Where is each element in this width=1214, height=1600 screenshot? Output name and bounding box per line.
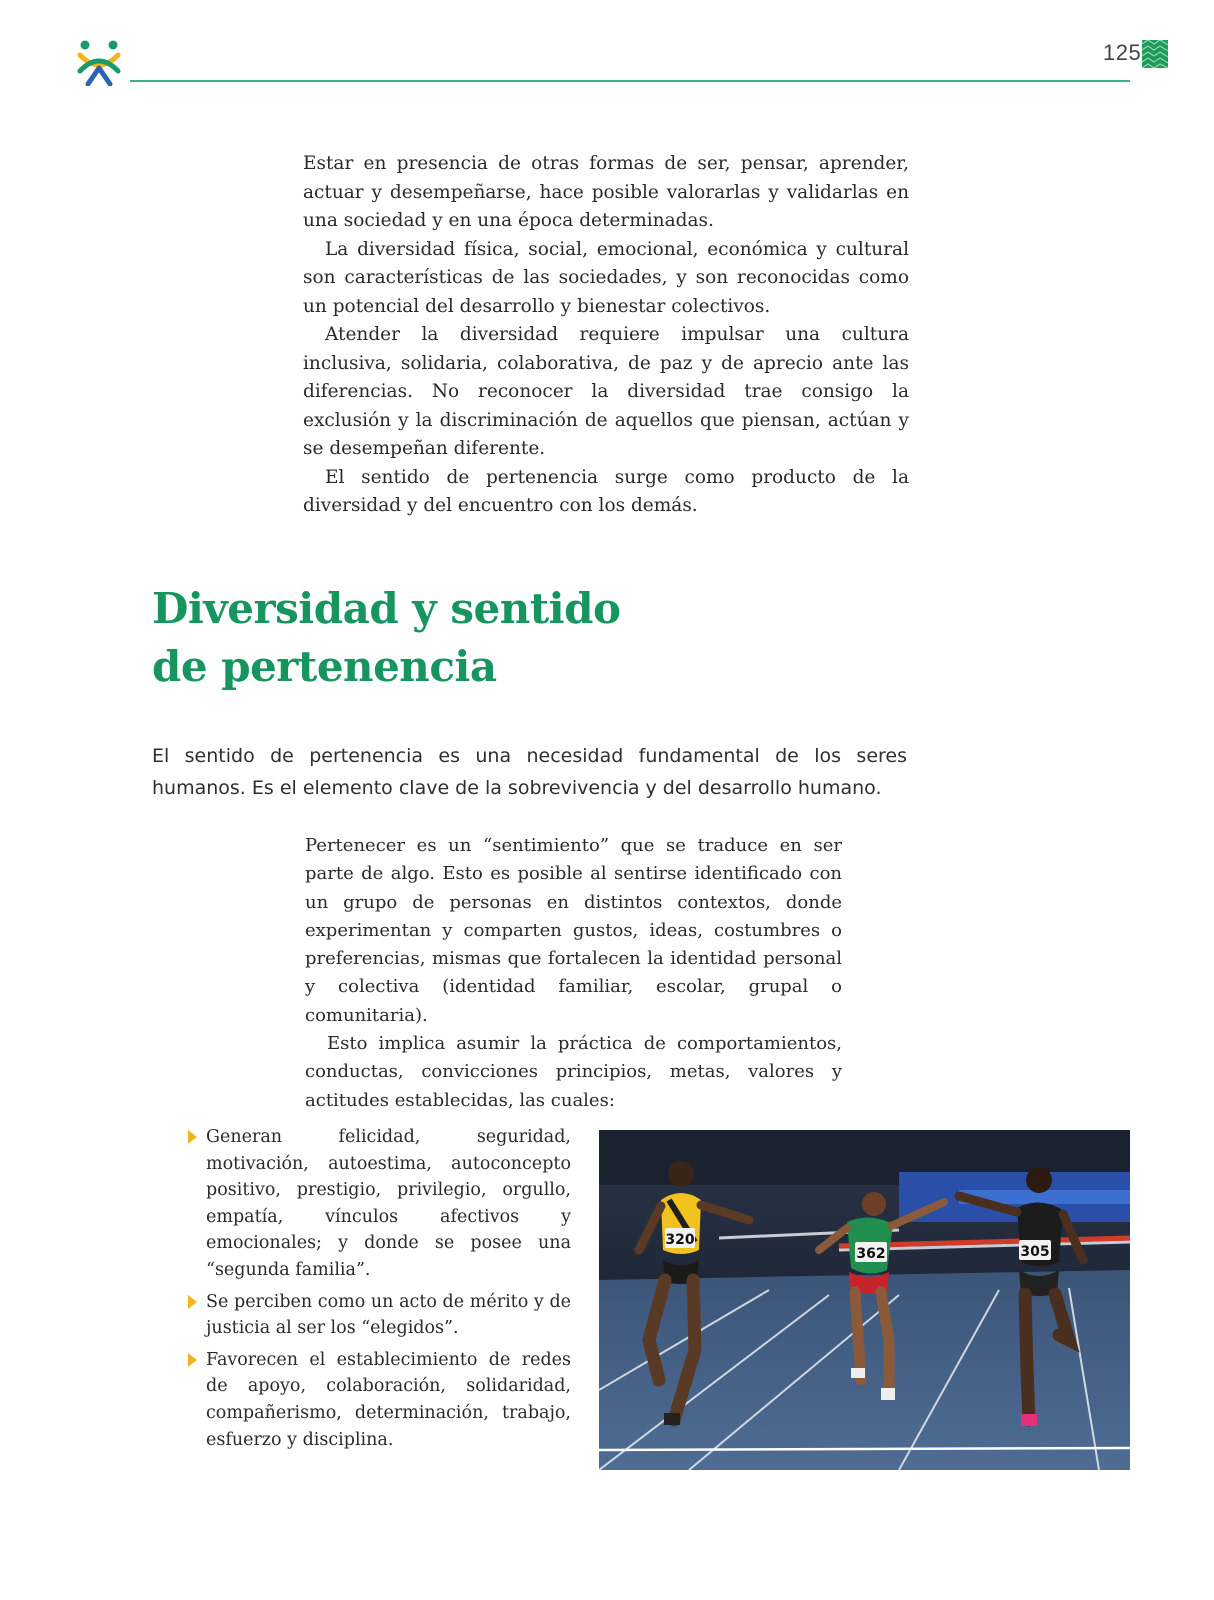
intro-text: [303, 150, 909, 521]
intro-paragraph: El sentido de pertenencia surge como producto de la diversidad y del encuentro con los demás.: [303, 466, 909, 516]
bullet-item: [188, 1289, 571, 1342]
bullet-item: [188, 1347, 571, 1453]
intro-paragraph: Estar en presencia de otras formas de ser, pensar, aprender, actuar y desempeñarse, hace posible valorarlas y validarlas en una sociedad y en una época determinadas.: [303, 153, 909, 231]
bullet-list: [188, 1124, 571, 1458]
section-title: [152, 580, 852, 696]
bullet-item: [188, 1124, 571, 1284]
intro-paragraph: Atender la diversidad requiere impulsar una cultura inclusiva, solidaria, colaborativa, de paz y de aprecio ante las diferencias. No reconocer la diversidad trae consigo la exclusión y la discriminación de aquellos que piensan, actúan y se desempeñan diferente.: [303, 324, 909, 459]
body-paragraph: Esto implica asumir la práctica de comportamientos, conductas, convicciones principios, metas, valores y actitudes establecidas, las cuales:: [305, 1033, 842, 1111]
lead-paragraph: El sentido de pertenencia es una necesidad fundamental de los seres humanos. Es el elemento clave de la sobrevivencia y del desarrollo humano.: [152, 745, 907, 799]
body-paragraph: Pertenecer es un “sentimiento” que se traduce en ser parte de algo. Esto es posible al sentirse identificado con un grupo de personas en distintos contextos, donde experimentan y comparten gustos, ideas, costumbres o preferencias, mismas que fortalecen la identidad personal y colectiva (identidad familiar, escolar, grupal o comunitaria).: [305, 835, 842, 1026]
triangle-bullet-icon: [188, 1295, 197, 1309]
section-title-line-2: de pertenencia: [152, 642, 497, 691]
header-rule: [130, 80, 1130, 82]
triangle-bullet-icon: [188, 1130, 197, 1144]
page-number: 125: [1103, 40, 1142, 65]
bullet-text: Se perciben como un acto de mérito y de justicia al ser los “elegidos”.: [206, 1291, 571, 1339]
section-title-line-1: Diversidad y sentido: [152, 584, 621, 633]
bib-number-center: 362: [856, 1246, 886, 1262]
body-text: [305, 832, 842, 1115]
sprinters-photo-illustration: [599, 1130, 1130, 1470]
bullet-text: Generan felicidad, seguridad, motivación, autoestima, autoconcepto positivo, prestigio, privilegio, orgullo, empatía, vínculos afectivos y emocionales; y donde se posee una “segunda familia”.: [206, 1127, 571, 1280]
sprinters-photo: [599, 1130, 1130, 1470]
bib-number-right: 305: [1020, 1244, 1050, 1260]
bullet-text: Favorecen el establecimiento de redes de apoyo, colaboración, solidaridad, compañerismo, determinación, trabajo, esfuerzo y disciplina.: [206, 1349, 571, 1450]
intertwined-figures-logo-icon: [76, 40, 122, 86]
bib-number-left: 320: [665, 1232, 695, 1248]
triangle-bullet-icon: [188, 1353, 197, 1367]
intro-paragraph: La diversidad física, social, emocional, económica y cultural son características de las sociedades, y son reconocidas como un potencial del desarrollo y bienestar colectivos.: [303, 238, 909, 317]
green-pattern-icon: [1142, 40, 1168, 68]
